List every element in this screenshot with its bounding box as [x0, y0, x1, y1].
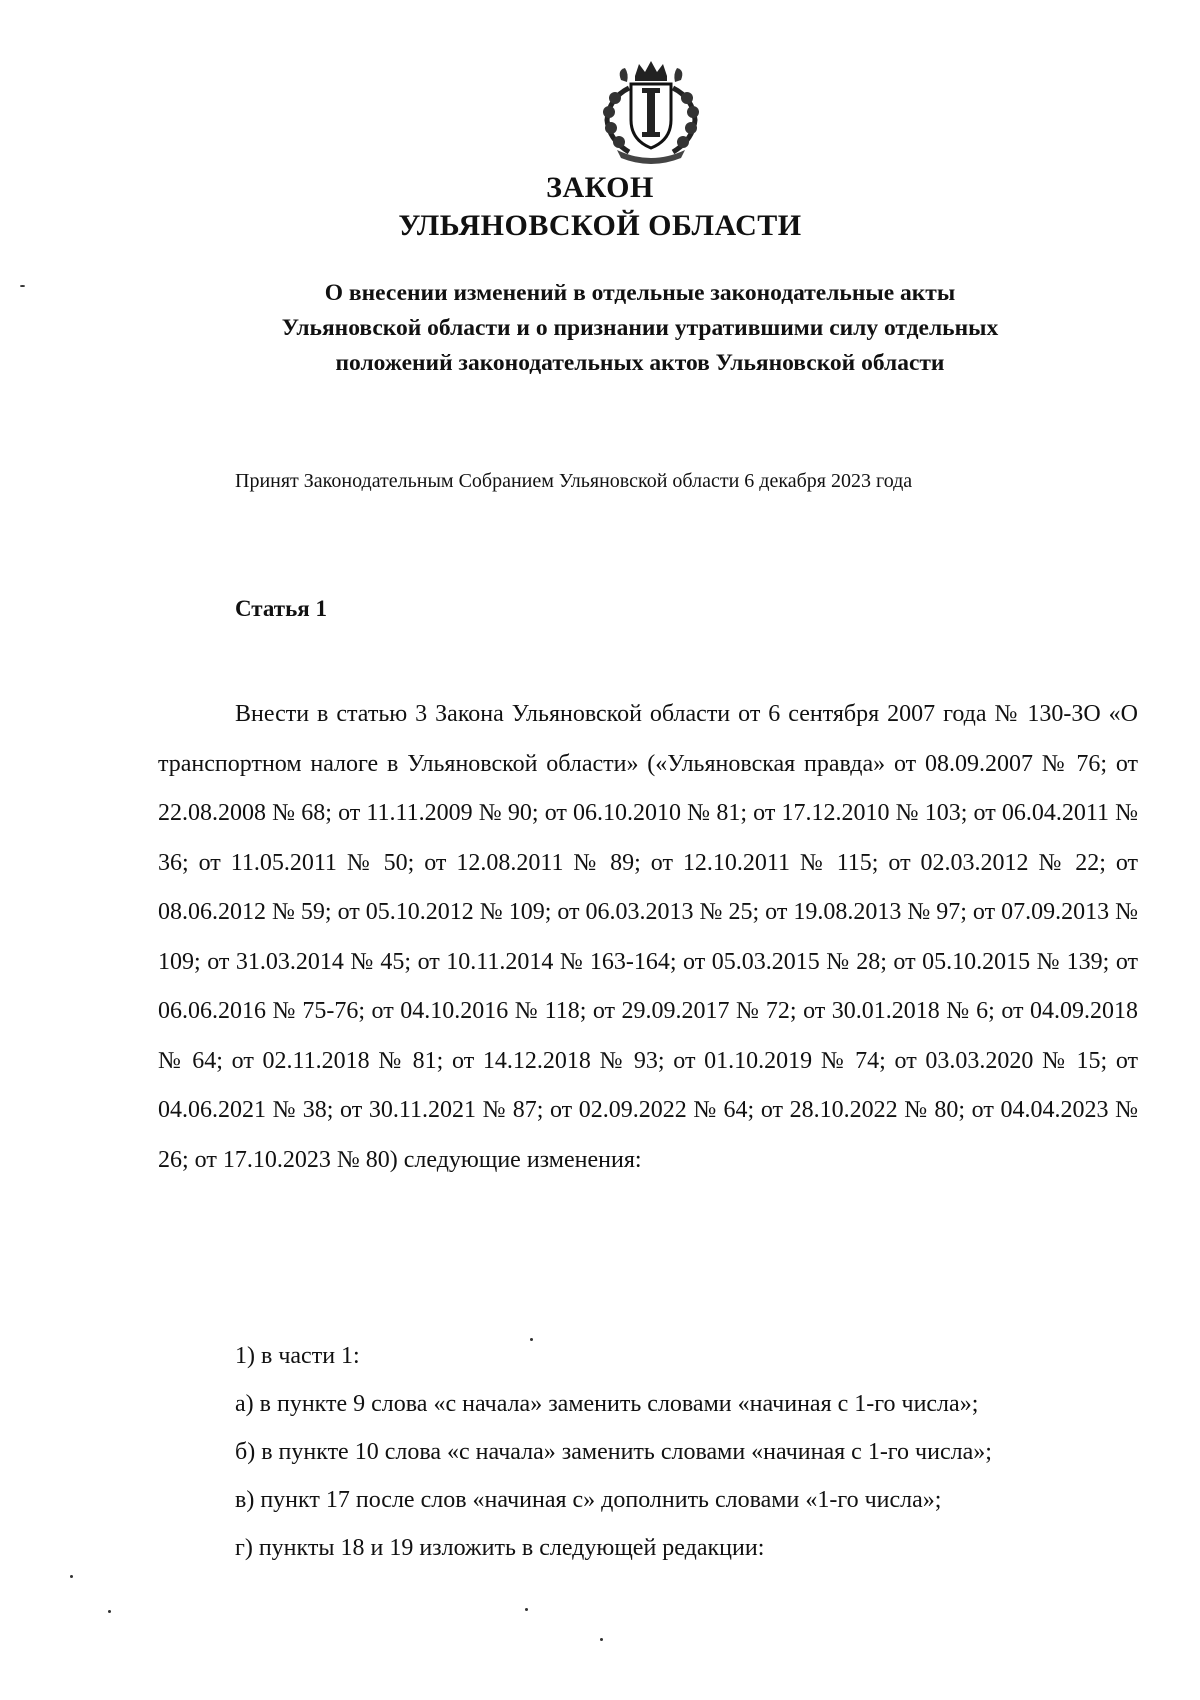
amendment-list: [235, 1332, 992, 1572]
law-title: ЗАКОН: [546, 171, 654, 204]
adoption-note: Принят Законодательным Собранием Ульяновской области 6 декабря 2023 года: [235, 470, 913, 492]
scan-speck: [108, 1610, 111, 1613]
scan-speck: [600, 1638, 603, 1641]
scan-speck: [530, 1338, 533, 1341]
scan-speck: [70, 1575, 73, 1578]
list-item: а) в пункте 9 слова «с начала» заменить словами «начиная с 1-го числа»;: [235, 1391, 979, 1417]
list-item: г) пункты 18 и 19 изложить в следующей редакции:: [235, 1535, 765, 1561]
list-item: 1) в части 1:: [235, 1343, 360, 1369]
list-item: б) в пункте 10 слова «с начала» заменить словами «начиная с 1-го числа»;: [235, 1439, 992, 1465]
scan-speck: [20, 285, 25, 287]
scan-speck: [525, 1608, 528, 1611]
region-title: УЛЬЯНОВСКОЙ ОБЛАСТИ: [398, 209, 802, 242]
law-subject-line: Ульяновской области и о признании утратившими силу отдельных: [281, 315, 999, 341]
law-subject-line: положений законодательных актов Ульяновской области: [335, 350, 945, 376]
list-item: в) пункт 17 после слов «начиная с» дополнить словами «1-го числа»;: [235, 1487, 942, 1513]
article-body: [158, 690, 1138, 1185]
law-subject-line: О внесении изменений в отдельные законодательные акты: [324, 280, 956, 306]
law-subject: [160, 276, 1120, 381]
article-paragraph: Внести в статью 3 Закона Ульяновской области от 6 сентября 2007 года № 130-ЗО «О транспортном налоге в Ульяновской области» («Ульяновская правда» от 08.09.2007 № 76; от 22.08.2008 № 68; от 11.11.2009 № 90; от 06.10.2010 № 81; от 17.12.2010 № 103; от 06.04.2011 № 36; от 11.05.2011 № 50; от 12.08.2011 № 89; от 12.10.2011 № 115; от 02.03.2012 № 22; от 08.06.2012 № 59; от 05.10.2012 № 109; от 06.03.2013 № 25; от 19.08.2013 № 97; от 07.09.2013 № 109; от 31.03.2014 № 45; от 10.11.2014 № 163-164; от 05.03.2015 № 28; от 05.10.2015 № 139; от 06.06.2016 № 75-76; от 04.10.2016 № 118; от 29.09.2017 № 72; от 30.01.2018 № 6; от 04.09.2018 № 64; от 02.11.2018 № 81; от 14.12.2018 № 93; от 01.10.2019 № 74; от 03.03.2020 № 15; от 04.06.2021 № 38; от 30.11.2021 № 87; от 02.09.2022 № 64; от 28.10.2022 № 80; от 04.04.2023 № 26; от 17.10.2023 № 80) следующие изменения:: [158, 701, 1138, 1173]
article-heading: Статья 1: [235, 596, 327, 621]
coat-of-arms-icon: [595, 58, 707, 166]
